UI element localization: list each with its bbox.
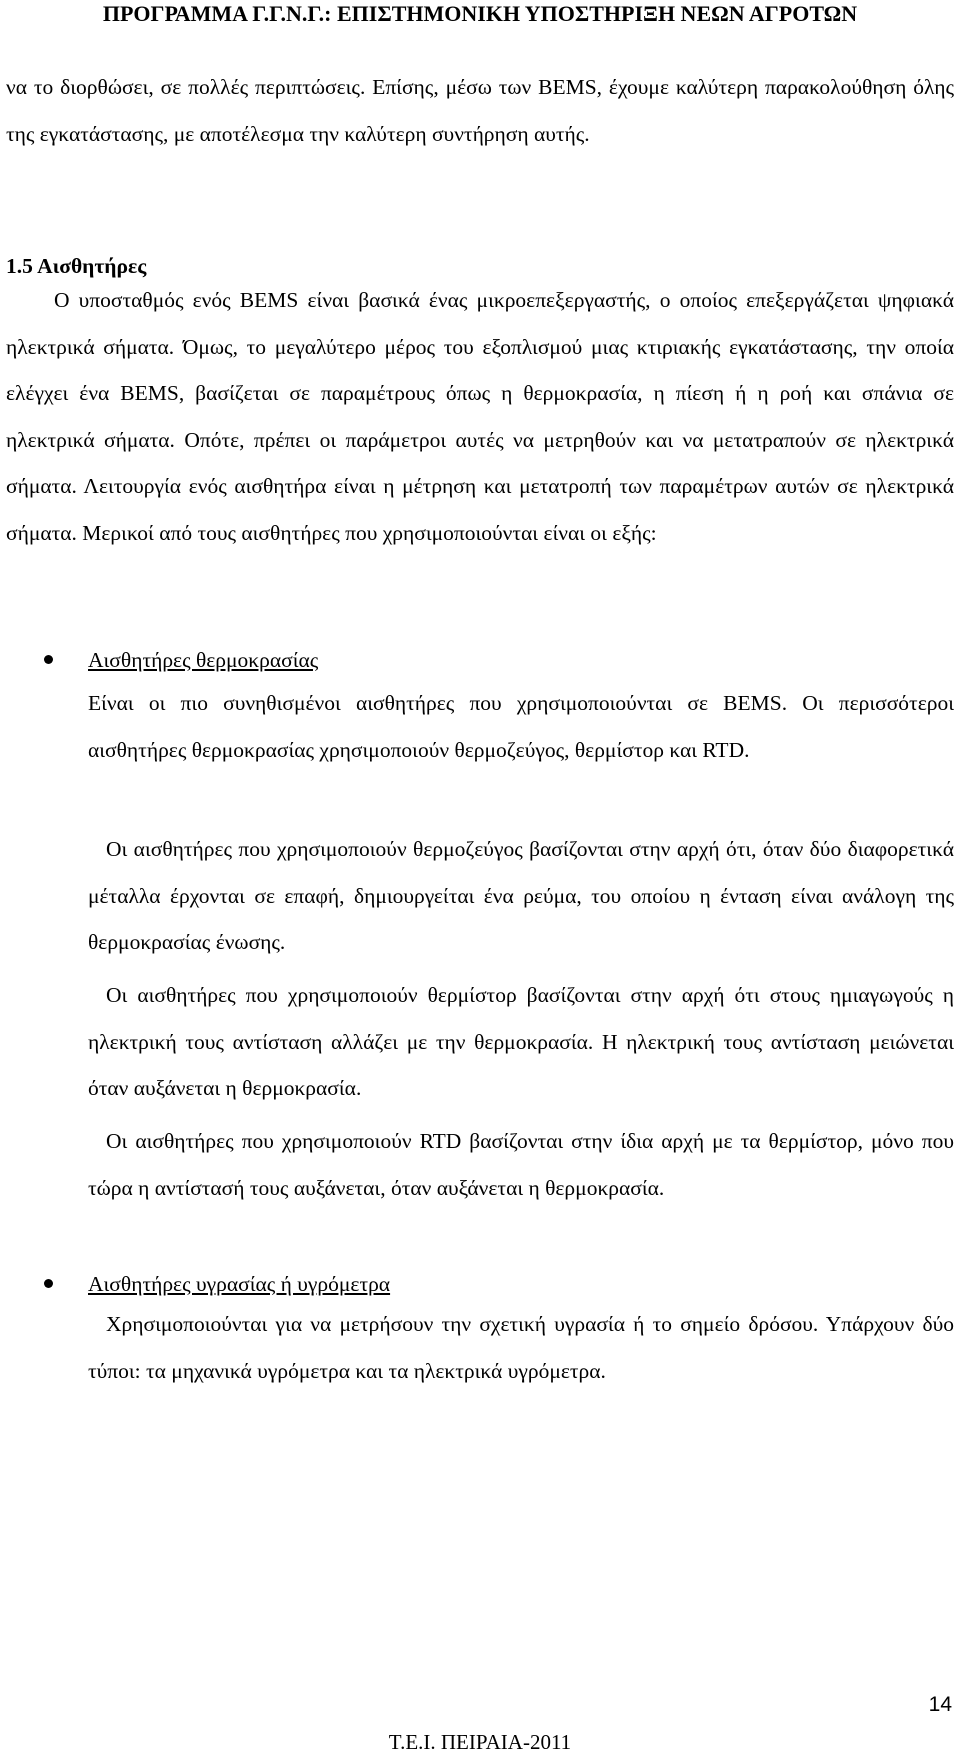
page-header: ΠΡΟΓΡΑΜΜΑ Γ.Γ.Ν.Γ.: ΕΠΙΣΤΗΜΟΝΙΚΗ ΥΠΟΣΤΗΡΙΞΗ ΝΕΩΝ ΑΓΡΟΤΩΝ bbox=[102, 1, 858, 26]
bullet-paragraph: Οι αισθητήρες που χρησιμοποιούν θερμίστορ βασίζονται στην αρχή ότι στους ημιαγωγούς η ηλεκτρική τους αντίσταση αλλάζει με την θερμοκρασία. Η ηλεκτρική τους αντίσταση μειώνεται όταν αυξάνεται η θερμοκρασία. bbox=[88, 983, 954, 1100]
page-number: 14 bbox=[928, 1693, 952, 1716]
bullet-paragraph: Είναι οι πιο συνηθισμένοι αισθητήρες που χρησιμοποιούνται σε BEMS. Οι περισσότεροι αισθητήρες θερμοκρασίας χρησιμοποιούν θερμοζεύγος, θερμίστορ και RTD. bbox=[88, 691, 954, 762]
bullet-icon bbox=[44, 655, 53, 664]
bullet-paragraph: Οι αισθητήρες που χρησιμοποιούν RTD βασίζονται στην ίδια αρχή με τα θερμίστορ, μόνο που τώρα η αντίστασή τους αυξάνεται, όταν αυξάνεται η θερμοκρασία. bbox=[88, 1129, 954, 1200]
bullet-paragraph: Οι αισθητήρες που χρησιμοποιούν θερμοζεύγος βασίζονται στην αρχή ότι, όταν δύο διαφορετικά μέταλλα έρχονται σε επαφή, δημιουργείται ένα ρεύμα, του οποίου η ένταση είναι ανάλογη της θερμοκρασίας ένωσης. bbox=[88, 837, 954, 954]
section-paragraph: Ο υποσταθμός ενός BEMS είναι βασικά ένας μικροεπεξεργαστής, ο οποίος επεξεργάζεται ψηφιακά ηλεκτρικά σήματα. Όμως, το μεγαλύτερο μέρος του εξοπλισμού μιας κτιριακής εγκατάστασης, την οποία ελέγχει ένα BEMS, βασίζεται σε παραμέτρους όπως η θερμοκρασία, η πίεση ή η ροή και σπάνια σε ηλεκτρικά σήματα. Οπότε, πρέπει οι παράμετροι αυτές να μετρηθούν και να μετατραπούν σε ηλεκτρικά σήματα. Λειτουργία ενός αισθητήρα είναι η μέτρηση και μετατροπή των παραμέτρων αυτών σε ηλεκτρικά σήματα. Μερικοί από τους αισθητήρες που χρησιμοποιούνται είναι οι εξής: bbox=[6, 288, 954, 545]
bullet-item-temperature bbox=[0, 640, 960, 680]
bullet-item-humidity bbox=[0, 1264, 960, 1304]
bullet-paragraph: Χρησιμοποιούνται για να μετρήσουν την σχετική υγρασία ή το σημείο δρόσου. Υπάρχουν δύο τύποι: τα μηχανικά υγρόμετρα και τα ηλεκτρικά υγρόμετρα. bbox=[88, 1312, 954, 1383]
bullet-icon bbox=[44, 1279, 53, 1288]
bullet-title: Αισθητήρες θερμοκρασίας bbox=[88, 648, 319, 672]
section-heading: 1.5 Αισθητήρες bbox=[6, 254, 147, 278]
bullet-title: Αισθητήρες υγρασίας ή υγρόμετρα bbox=[88, 1272, 391, 1296]
page-footer: Τ.Ε.Ι. ΠΕΙΡΑΙΑ-2011 bbox=[388, 1730, 572, 1754]
intro-paragraph: να το διορθώσει, σε πολλές περιπτώσεις. Επίσης, μέσω των BEMS, έχουμε καλύτερη παρακολούθηση όλης της εγκατάστασης, με αποτέλεσμα την καλύτερη συντήρηση αυτής. bbox=[6, 75, 954, 146]
